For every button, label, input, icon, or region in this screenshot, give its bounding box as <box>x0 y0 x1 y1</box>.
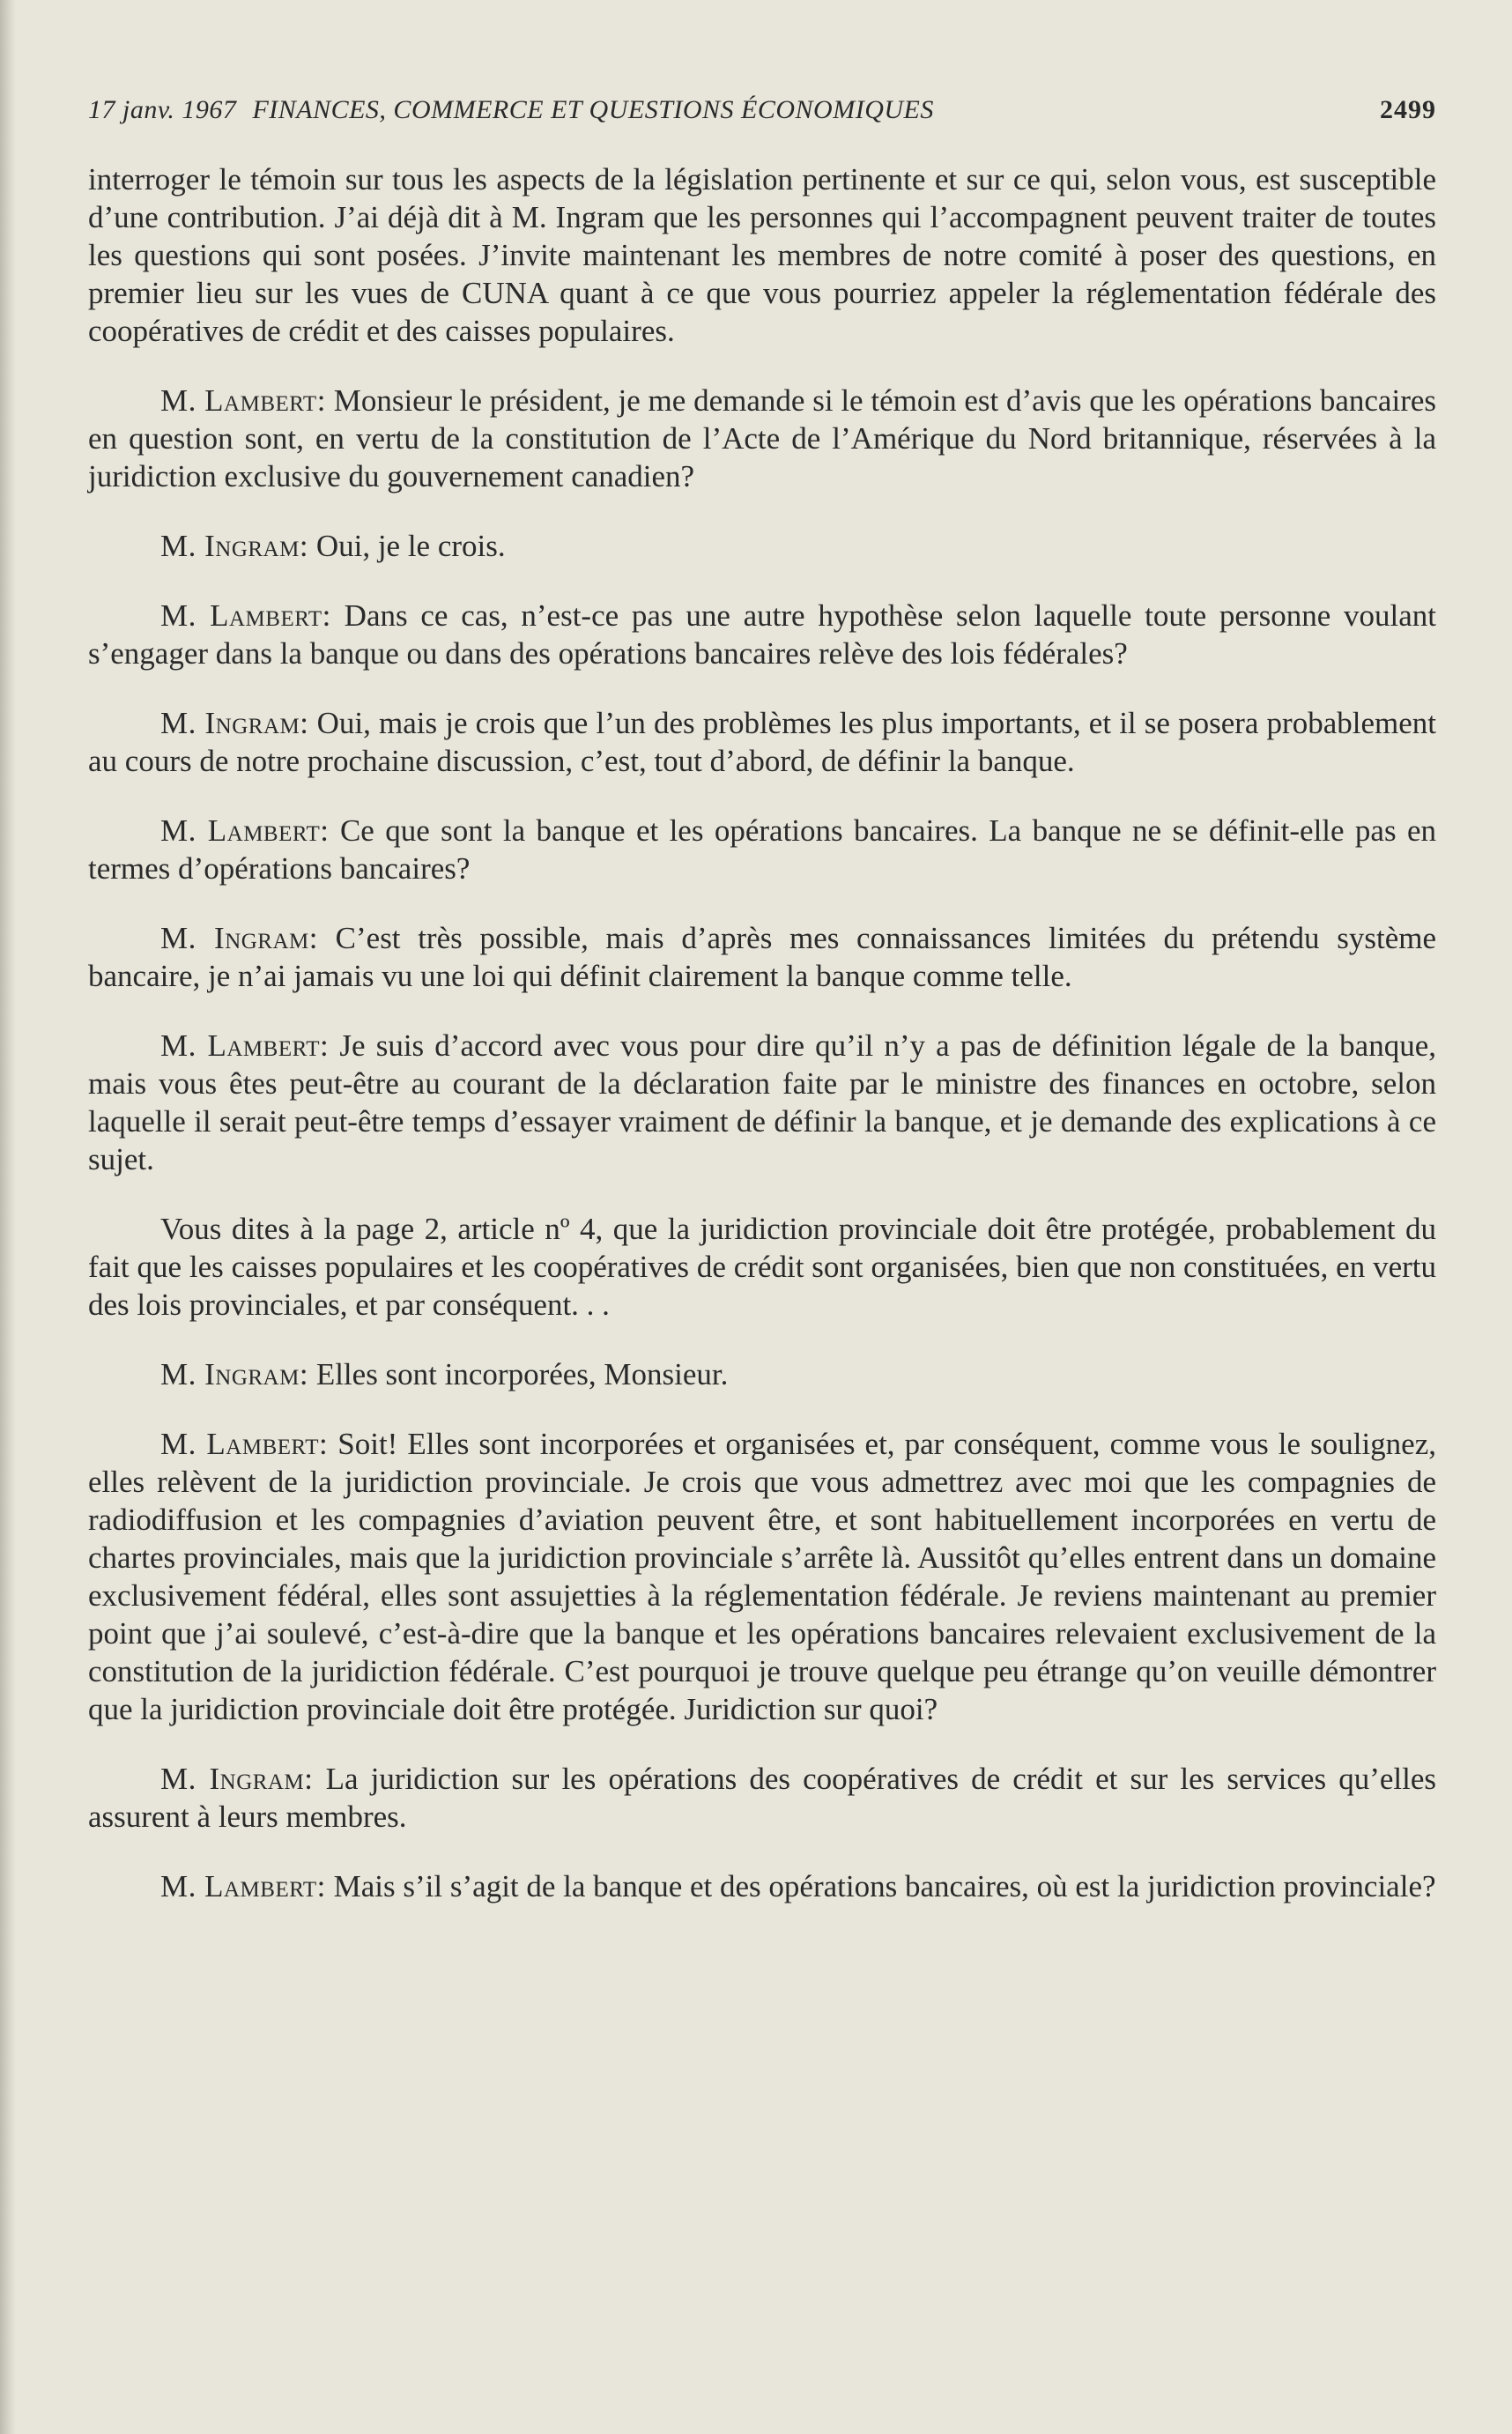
paragraph <box>88 812 1436 887</box>
paragraph <box>88 1760 1436 1836</box>
page-number: 2499 <box>1380 95 1436 124</box>
paragraph-text: Oui, mais je crois que l’un des problèmes les plus importants, et il se posera probablement au cours de notre prochaine discussion, c’est, tout d’abord, de définir la banque. <box>88 706 1436 778</box>
paragraph-text: C’est très possible, mais d’après mes connaissances limitées du prétendu système bancaire, je n’ai jamais vu une loi qui définit clairement la banque comme telle. <box>88 921 1436 993</box>
speaker-name: M. Ingram: <box>160 1762 314 1796</box>
paragraph <box>88 1867 1436 1905</box>
paragraph-text: interroger le témoin sur tous les aspects de la législation pertinente et sur ce qui, selon vous, est susceptible d’une contribution. J’ai déjà dit à M. Ingram que les personnes qui l’accompagnent peuvent traiter de toutes les questions qui sont posées. J’invite maintenant les membres de notre comité à poser des questions, en premier lieu sur les vues de CUNA quant à ce que vous pourriez appeler la réglementation fédérale des coopératives de crédit et des caisses populaires. <box>88 162 1436 348</box>
paragraph <box>88 597 1436 672</box>
document-page <box>88 95 1436 1937</box>
paragraph-text: Oui, je le crois. <box>315 529 506 563</box>
paragraph <box>88 527 1436 565</box>
speaker-name: M. Lambert: <box>160 1427 329 1461</box>
paragraph <box>88 1355 1436 1393</box>
paragraph <box>88 1425 1436 1728</box>
speaker-name: M. Ingram: <box>160 1357 309 1391</box>
speaker-name: M. Ingram: <box>160 529 309 563</box>
speaker-name: M. Lambert: <box>160 1869 326 1903</box>
paragraph-text: La juridiction sur les opérations des coopératives de crédit et sur les services qu’elles assurent à leurs membres. <box>88 1762 1436 1834</box>
paragraph-text: Dans ce cas, n’est-ce pas une autre hypothèse selon laquelle toute personne voulant s’engager dans la banque ou dans des opérations bancaires relève des lois fédérales? <box>88 598 1436 671</box>
speaker-name: M. Lambert: <box>160 598 331 633</box>
paragraph-text: Elles sont incorporées, Monsieur. <box>315 1357 729 1391</box>
paragraph-text: Je suis d’accord avec vous pour dire qu’il n’y a pas de définition légale de la banque, mais vous êtes peut-être au courant de la déclaration faite par le ministre des finances en octobre, selon laquelle il serait peut-être temps d’essayer vraiment de définir la banque, et je demande des explications à ce sujet. <box>88 1028 1436 1176</box>
paragraph-text: Soit! Elles sont incorporées et organisées et, par conséquent, comme vous le soulignez, elles relèvent de la juridiction provinciale. Je crois que vous admettrez avec moi que les compagnies de radiodiffusion et les compagnies d’aviation peuvent être, et sont habituellement incorporées en vertu de chartes provinciales, mais que la juridiction provinciale s’arrête là. Aussitôt qu’elles entrent dans un domaine exclusivement fédéral, elles sont assujetties à la réglementation fédérale. Je reviens maintenant au premier point que j’ai soulevé, c’est-à-dire que la banque et les opérations bancaires relevaient exclusivement de la constitution de la juridiction fédérale. C’est pourquoi je trouve quelque peu étrange qu’on veuille démontrer que la juridiction provinciale doit être protégée. Juridiction sur quoi? <box>88 1427 1436 1726</box>
header-left <box>88 95 934 125</box>
paragraph <box>88 704 1436 780</box>
header-date: 17 janv. 1967 <box>88 95 237 124</box>
paragraph-text: Vous dites à la page 2, article nº 4, que la juridiction provinciale doit être protégée, probablement du fait que les caisses populaires et les coopératives de crédit sont organisées, bien que non constituées, en vertu des lois provinciales, et par conséquent. . . <box>88 1212 1436 1322</box>
speaker-name: M. Lambert: <box>160 1028 330 1063</box>
paragraph-text: Mais s’il s’agit de la banque et des opérations bancaires, où est la juridiction provinciale? <box>333 1869 1436 1903</box>
header-title: FINANCES, COMMERCE ET QUESTIONS ÉCONOMIQUES <box>252 95 934 124</box>
paragraph-text: Monsieur le président, je me demande si le témoin est d’avis que les opérations bancaires en question sont, en vertu de la constitution de l’Acte de l’Amérique du Nord britannique, réservées à la juridiction exclusive du gouvernement canadien? <box>88 383 1437 493</box>
speaker-name: M. Ingram: <box>160 706 309 740</box>
speaker-name: M. Lambert: <box>160 813 330 848</box>
paragraph <box>88 382 1436 495</box>
running-header <box>88 95 1436 125</box>
paragraph <box>88 919 1436 995</box>
paragraph <box>88 1027 1436 1178</box>
paragraph-text: Ce que sont la banque et les opérations bancaires. La banque ne se définit-elle pas en termes d’opérations bancaires? <box>88 813 1437 886</box>
paragraph <box>88 1210 1436 1324</box>
speaker-name: M. Lambert: <box>160 383 326 418</box>
transcript-body <box>88 160 1436 1905</box>
book-spine-shadow <box>0 0 16 2434</box>
speaker-name: M. Ingram: <box>160 921 318 955</box>
paragraph <box>88 160 1436 350</box>
